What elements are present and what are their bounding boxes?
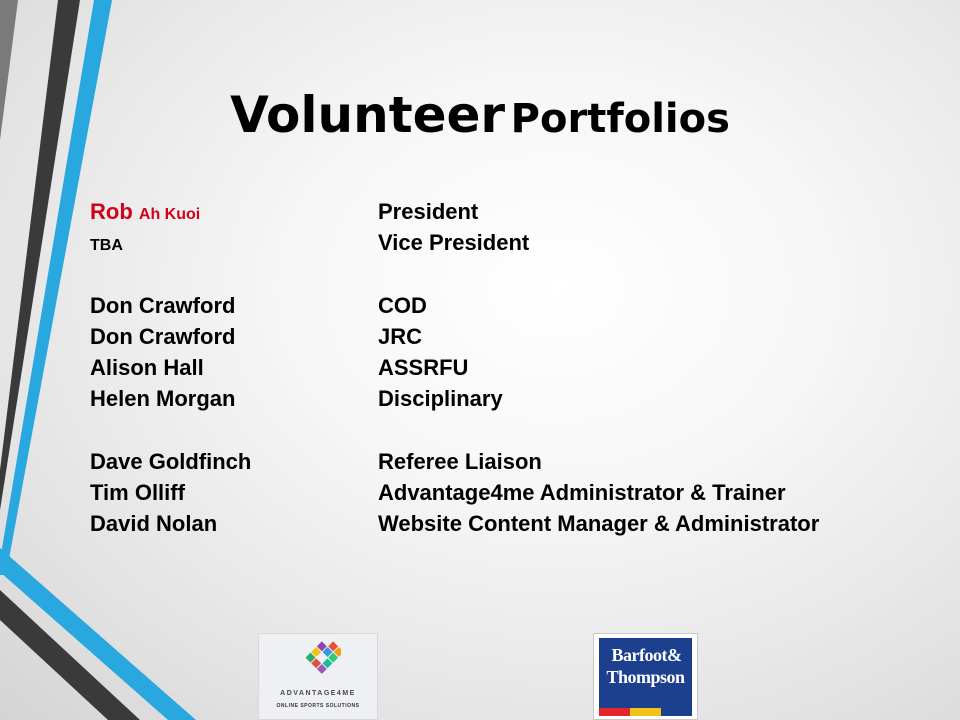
- portfolio-role: Advantage4me Administrator & Trainer: [378, 479, 786, 505]
- roster-row: [90, 477, 819, 508]
- portfolio-role: Referee Liaison: [378, 448, 542, 474]
- volunteer-name: Alison Hall: [90, 354, 204, 380]
- roster-spacer: [90, 258, 819, 290]
- volunteer-name: Rob Ah Kuoi: [90, 198, 201, 224]
- roster-row: [90, 290, 819, 321]
- roster-row: [90, 352, 819, 383]
- volunteer-roster: [90, 196, 819, 539]
- barfoot-thompson-logo: [593, 633, 698, 720]
- stripe-dark-diagonal: [0, 0, 80, 510]
- volunteer-name: Dave Goldfinch: [90, 448, 252, 474]
- roster-row: [90, 227, 819, 258]
- barfoot-thompson-badge: [599, 638, 692, 708]
- volunteer-name: Tim Olliff: [90, 479, 185, 505]
- portfolio-role: ASSRFU: [378, 354, 469, 380]
- advantage4me-logo: [258, 633, 378, 720]
- roster-row: [90, 508, 819, 539]
- advantage4me-wordmark: ADVANTAGE4ME: [280, 690, 356, 697]
- portfolio-role: Website Content Manager & Administrator: [378, 510, 820, 536]
- roster-row: [90, 321, 819, 352]
- roster-row: [90, 383, 819, 414]
- roster-row: [90, 446, 819, 477]
- volunteer-name: Helen Morgan: [90, 385, 236, 411]
- volunteer-name: TBA: [90, 236, 123, 254]
- roster-spacer: [90, 414, 819, 446]
- portfolio-role: JRC: [378, 323, 423, 349]
- title-word-1: Volunteer: [230, 86, 506, 144]
- title-word-2: Portfolios: [510, 96, 730, 142]
- barfoot-color-stripe: [599, 708, 692, 716]
- portfolio-role: Vice President: [378, 229, 530, 255]
- portfolio-role: Disciplinary: [378, 385, 503, 411]
- page-title: [0, 86, 960, 144]
- portfolio-role: COD: [378, 292, 427, 318]
- thompson-wordmark: Thompson: [606, 667, 685, 687]
- roster-row: [90, 196, 819, 227]
- volunteer-name: David Nolan: [90, 510, 218, 536]
- advantage4me-tagline: ONLINE SPORTS SOLUTIONS: [276, 703, 360, 709]
- barfoot-wordmark: Barfoot&: [611, 645, 682, 665]
- advantage4me-mosaic-icon: [297, 638, 341, 690]
- volunteer-name: Don Crawford: [90, 323, 236, 349]
- volunteer-name: Don Crawford: [90, 292, 236, 318]
- portfolio-role: President: [378, 198, 479, 224]
